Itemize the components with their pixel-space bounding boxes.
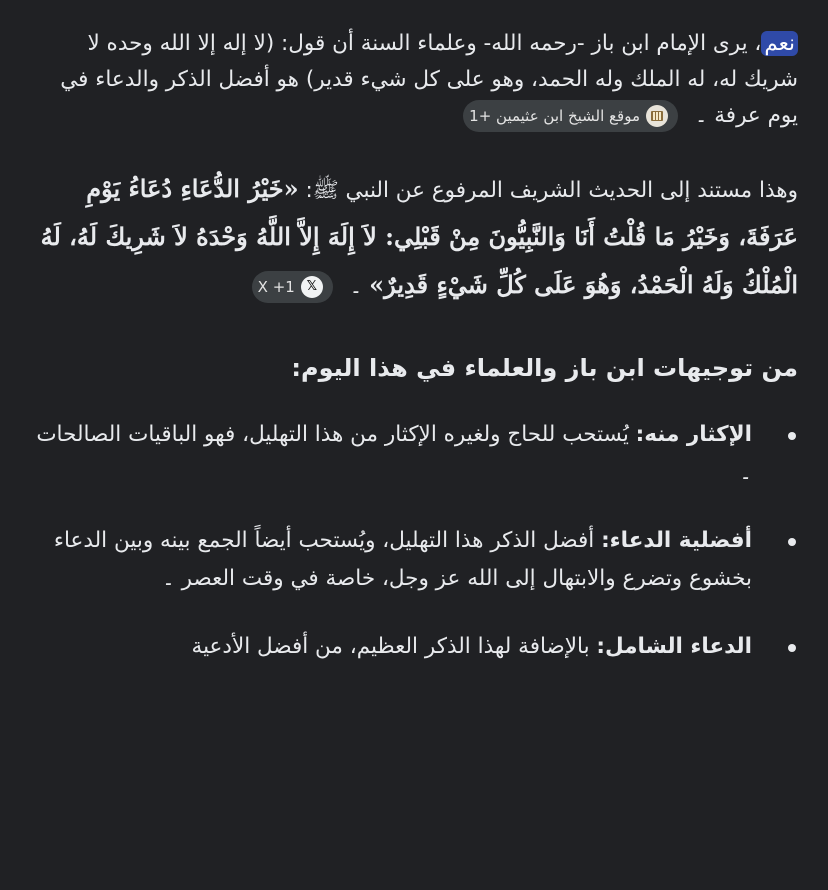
list-item-end-mark: ۔	[162, 566, 182, 591]
hadith-quote: «خَيْرُ الدُّعَاءِ دُعَاءُ يَوْمِ عَرَفَةَ، وَخَيْرُ مَا قُلْتُ أَنَا وَالنَّبِيُّونَ مِنْ قَبْلِي: لاَ إِلَهَ إِلاَّ اللَّهُ وَحْدَهُ لاَ شَرِيكَ لَهُ، لَهُ الْمُلْكُ وَلَهُ الْحَمْدُ، وَهُوَ عَلَى كُلِّ شَيْءٍ قَدِيرٌ»	[40, 174, 798, 299]
paragraph-1-end-mark: ۔	[694, 103, 715, 128]
list-item	[30, 628, 798, 666]
list-item-text: بالإضافة لهذا الذكر العظيم، من أفضل الأدعية	[191, 634, 597, 659]
x-logo-icon: 𝕏	[301, 276, 323, 298]
source-chip-ibn-uthaymeen[interactable]	[463, 100, 678, 132]
paragraph-1-text: ، يرى الإمام ابن باز -رحمه الله- وعلماء السنة أن قول: (لا إله إلا الله وحده لا شريك له، له الملك وله الحمد، وهو على كل شيء قدير) هو أفضل الذكر والدعاء في يوم عرفة	[60, 31, 798, 128]
answer-paragraph-1	[30, 26, 798, 134]
list-item	[30, 522, 798, 598]
guidance-list	[30, 416, 798, 666]
highlighted-word[interactable]: نعم	[761, 31, 798, 56]
list-item-term: الدعاء الشامل:	[596, 634, 752, 659]
source-chip-x-label: X +1	[257, 278, 295, 296]
bullet-dot	[788, 644, 796, 652]
list-item-end-mark: ۔	[739, 460, 752, 485]
answer-paragraph-2	[30, 166, 798, 310]
list-item-term: الإكثار منه:	[635, 422, 752, 447]
book-icon	[646, 105, 668, 127]
source-chip-x[interactable]	[252, 271, 333, 303]
bullet-dot	[788, 538, 796, 546]
source-chip-label: موقع الشيخ ابن عثيمين +1	[469, 107, 640, 125]
list-item-text: أفضل الذكر هذا التهليل، ويُستحب أيضاً الجمع بينه وبين الدعاء بخشوع وتضرع والابتهال إلى الله عز وجل، خاصة في وقت العصر	[53, 528, 752, 591]
bullet-dot	[788, 432, 796, 440]
section-heading: من توجيهات ابن باز والعلماء في هذا اليوم:	[291, 354, 798, 382]
list-item-text: يُستحب للحاج ولغيره الإكثار من هذا التهليل، فهو الباقيات الصالحات	[36, 422, 636, 447]
paragraph-2-intro: وهذا مستند إلى الحديث الشريف المرفوع عن النبي ﷺ:	[298, 178, 798, 203]
ai-answer	[30, 22, 798, 696]
list-item	[30, 416, 798, 492]
paragraph-2-end-mark: ۔	[349, 274, 370, 299]
list-item-term: أفضلية الدعاء:	[601, 528, 752, 553]
